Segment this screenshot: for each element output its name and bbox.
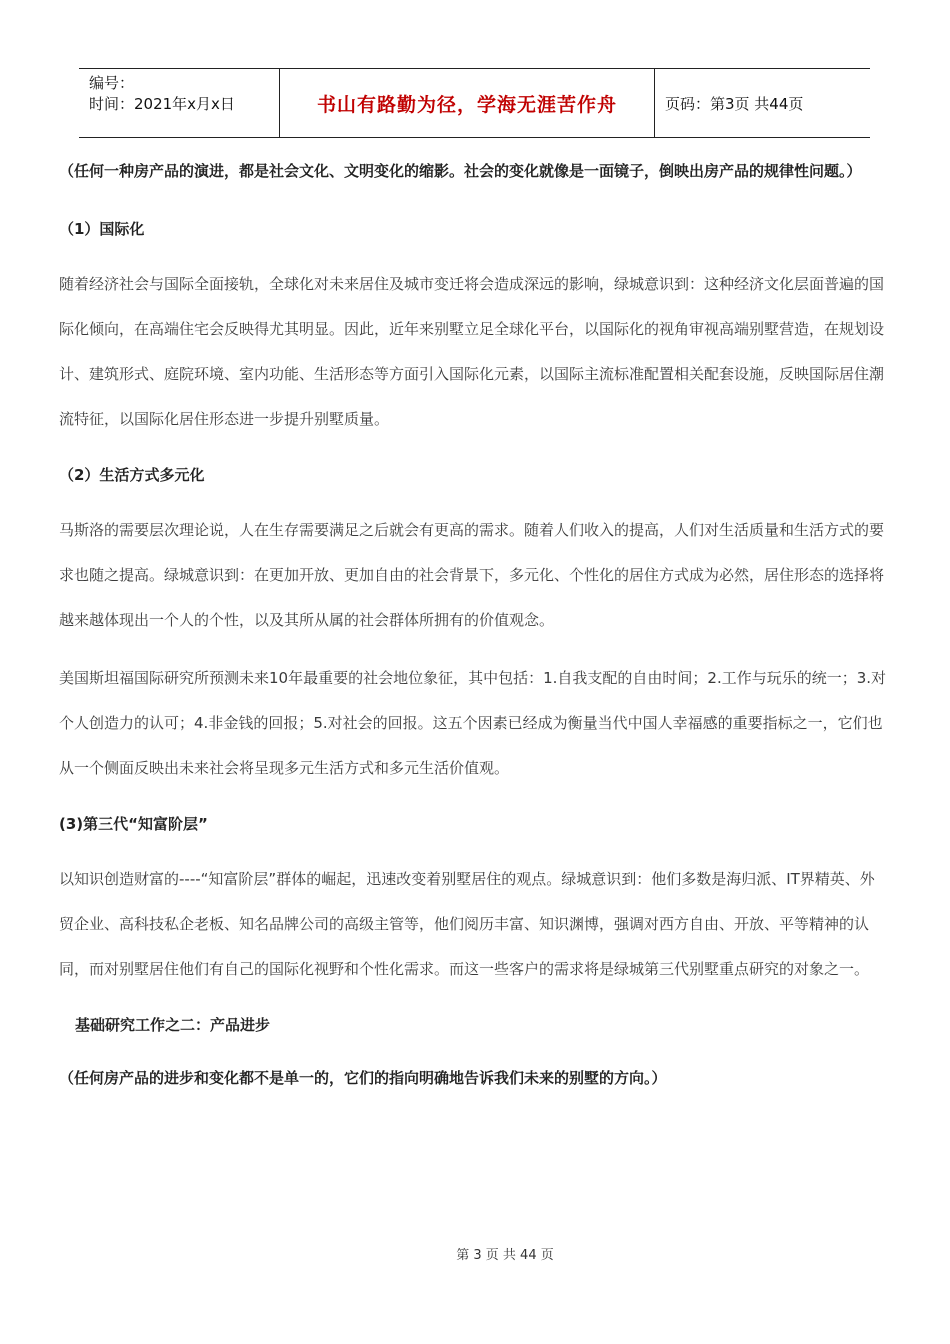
header-page-code: 页码：第3页 共44页 [665,94,804,113]
paragraph-lifestyle: 马斯洛的需要层次理论说，人在生存需要满足之后就会有更高的需求。随着人们收入的提高，人们对生活质量和生活方式的要求也随之提高。绿城意识到：在更加开放、更加自由的社会背景下，多元化、个性化的居住方式成为必然，居住形态的选择将越来越体现出一个人的个性，以及其所从属的社会群体所拥有的价值观念。 [59,521,885,629]
heading-lifestyle: （2）生活方式多元化 [59,466,205,484]
heading-internationalization: （1）国际化 [59,220,145,238]
number-label: 编号： [89,74,135,92]
heading-knowledge-class: (3)第三代“知富阶层” [59,815,208,833]
page-header [79,68,870,138]
time-label: 时间：2021年x月x日 [89,95,235,113]
paragraph-internationalization: 随着经济社会与国际全面接轨，全球化对未来居住及城市变迁将会造成深远的影响，绿城意识到：这种经济文化层面普遍的国际化倾向，在高端住宅会反映得尤其明显。因此，近年来别墅立足全球化平台，以国际化的视角审视高端别墅营造，在规划设计、建筑形式、庭院环境、室内功能、生活形态等方面引入国际化元素，以国际主流标准配置相关配套设施，反映国际居住潮流特征，以国际化居住形态进一步提升别墅质量。 [59,275,885,428]
paragraph-knowledge-class: 以知识创造财富的----“知富阶层”群体的崛起，迅速改变着别墅居住的观点。绿城意识到：他们多数是海归派、IT界精英、外贸企业、高科技私企老板、知名品牌公司的高级主管等，他们阅历丰富、知识渊博，强调对西方自由、开放、平等精神的认同，而对别墅居住他们有自己的国际化视野和个性化需求。而这一些客户的需求将是绿城第三代别墅重点研究的对象之一。 [59,870,875,978]
intro-paragraph: （任何一种房产品的演进，都是社会文化、文明变化的缩影。社会的变化就像是一面镜子，倒映出房产品的规律性问题。） [59,162,862,180]
heading-product-progress: 基础研究工作之二：产品进步 [75,1016,271,1034]
page-footer: 第 3 页 共 44 页 [456,1248,554,1263]
document-body [59,150,889,1098]
header-motto: 书山有路勤为径，学海无涯苦作舟 [280,69,655,137]
paragraph-product-progress: （任何房产品的进步和变化都不是单一的，它们的指向明确地告诉我们未来的别墅的方向。） [59,1069,667,1087]
paragraph-stanford: 美国斯坦福国际研究所预测未来10年最重要的社会地位象征，其中包括：1.自我支配的自由时间；2.工作与玩乐的统一；3.对个人创造力的认可；4.非金钱的回报；5.对社会的回报。这五个因素已经成为衡量当代中国人幸福感的重要指标之一，它们也从一个侧面反映出未来社会将呈现多元生活方式和多元生活价值观。 [59,669,887,777]
header-meta [79,69,280,137]
